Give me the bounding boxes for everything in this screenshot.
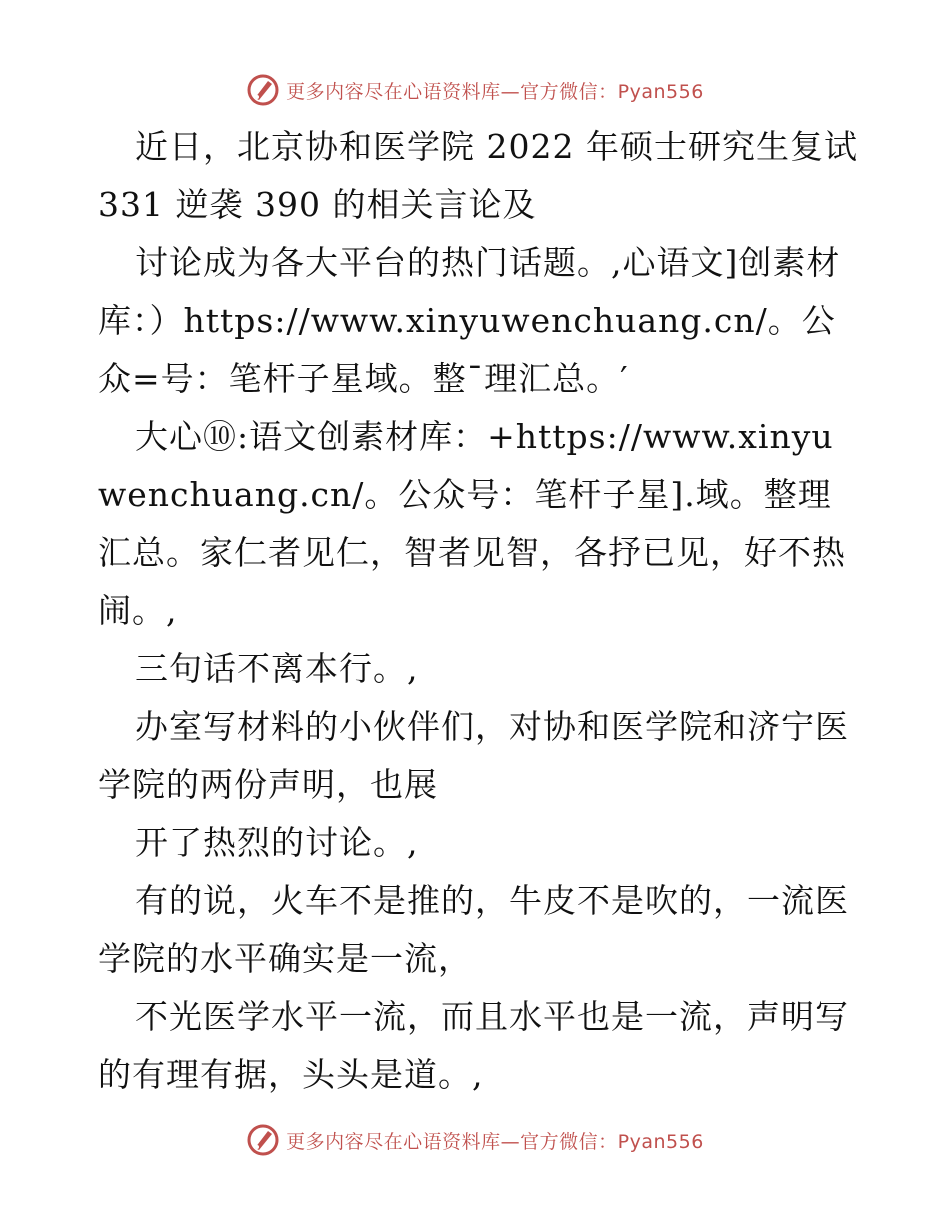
footer-watermark-banner bbox=[0, 1120, 950, 1160]
paragraph-2: 讨论成为各大平台的热门话题。,心语文]创素材库：）https://www.xinyuwenchuang.cn/。公众=号：笔杆子星域。整¯理汇总。′ bbox=[98, 243, 841, 398]
pen-circle-logo-icon bbox=[246, 1123, 280, 1157]
paragraph-1: 近日，北京协和医学院 2022 年硕士研究生复试 331 逆袭 390 的相关言论及 bbox=[98, 127, 858, 224]
header-watermark-text: 更多内容尽在心语资料库—官方微信：Pyan556 bbox=[286, 80, 704, 103]
paragraph-4: 三句话不离本行。, bbox=[135, 649, 419, 688]
footer-watermark-text: 更多内容尽在心语资料库—官方微信：Pyan556 bbox=[286, 1130, 704, 1153]
paragraph-5: 办室写材料的小伙伴们，对协和医学院和济宁医学院的两份声明，也展 bbox=[98, 707, 849, 804]
document-body bbox=[98, 118, 858, 1104]
paragraph-7: 有的说，火车不是推的，牛皮不是吹的，一流医学院的水平确实是一流， bbox=[98, 881, 849, 978]
paragraph-3: 大心⑩:语文创素材库：+https://www.xinyuwenchuang.cn/。公众号：笔杆子星].域。整理汇总。家仁者见仁，智者见智，各抒已见，好不热闹。, bbox=[98, 417, 846, 630]
pen-circle-logo-icon bbox=[246, 73, 280, 107]
paragraph-8: 不光医学水平一流，而且水平也是一流，声明写的有理有据，头头是道。, bbox=[98, 997, 849, 1094]
header-watermark-banner bbox=[0, 70, 950, 110]
paragraph-6: 开了热烈的讨论。, bbox=[135, 823, 419, 862]
